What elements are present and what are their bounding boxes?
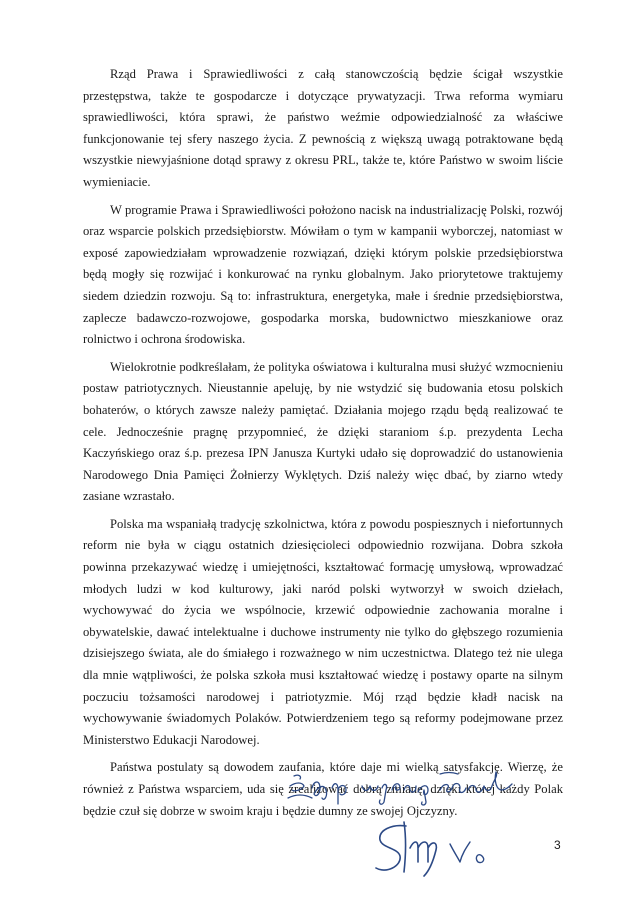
handwritten-signature: [370, 818, 500, 880]
paragraph-postulates: Państwa postulaty są dowodem zaufania, które daje mi wielką satysfakcję. Wierzę, że również z Państwa wsparciem, uda się zrealizować dobrą zmianę, dzięki której każdy Polak będzie czuł się dobrze w swoim kraju i będzie dumny ze swojej Ojczyzny.: [83, 760, 563, 818]
paragraph-justice: Rząd Prawa i Sprawiedliwości z całą stanowczością będzie ścigał wszystkie przestępstwa, także te gospodarcze i dotyczące prywatyzacji. Trwa reforma wymiaru sprawiedliwości, która sprawi, że państwo weźmie odpowiedzialność za właściwe funkcjonowanie tej sfery naszego życia. Z pewnością z większą uwagą potraktowane będą wszystkie niewyjaśnione dotąd sprawy z okresu PRL, także te, które Państwo w swoim liście wymieniacie.: [83, 67, 563, 189]
paragraph-industrialization: W programie Prawa i Sprawiedliwości położono nacisk na industrializację Polski, rozwój oraz wsparcie polskich przedsiębiorstw. Mówiłam o tym w kampanii wyborczej, natomiast w exposé zapowiedziałam wprowadzenie rozwiązań, dzięki którym polskie przedsiębiorstwa będą mogły się rozwijać i konkurować na rynku globalnym. Jako priorytetowe traktujemy siedem dziedzin rozwoju. Są to: infrastruktura, energetyka, małe i średnie przedsiębiorstwa, zaplecze badawczo-rozwojowe, gospodarka morska, budownictwo mieszkaniowe oraz rolnictwo i ochrona środowiska.: [83, 202, 563, 347]
paragraph-patriotic-education: Wielokrotnie podkreślałam, że polityka oświatowa i kulturalna musi służyć wzmocnieniu postaw patriotycznych. Nieustannie apeluję, by nie wstydzić się budowania etosu polskich bohaterów, o których zawsze należy pamiętać. Działania mojego rządu będą realizować te cele. Jednocześnie pragnę przypomnieć, że dzięki staraniom ś.p. prezydenta Lecha Kaczyńskiego oraz ś.p. prezesa IPN Janusza Kurtyki udało się doprowadzić do ustanowienia Narodowego Dnia Pamięci Żołnierzy Wyklętych. Dziś należy więc dbać, by ziarno wtedy zasiane wzrastało.: [83, 359, 563, 504]
letter-body: [83, 64, 563, 828]
paragraph-school-tradition: Polska ma wspaniałą tradycję szkolnictwa, która z powodu pospiesznych i niefortunnych reform nie była w ciągu ostatnich dziesięcioleci odpowiednio rozwijana. Dobra szkoła powinna przekazywać wiedzę i umiejętności, kształtować formację umysłową, wprowadzać młodych ludzi w kod kulturowy, jaki naród polski wytworzył w swoich dziełach, wychowywać do życia we wspólnocie, krzewić odpowiednie zachowania moralne i obywatelskie, dawać intelektualne i duchowe instrumenty nie tylko do głębszego rozumienia dzisiejszego świata, ale do śmiałego i rozważnego w nim uczestnictwa. Dlatego też nie ulega dla mnie wątpliwości, że polska szkoła musi kształtować wiedzę i postawy oparte na silnym poczuciu tożsamości narodowej i patriotyzmie. Mój rząd będzie kładł nacisk na wychowywanie świadomych Polaków. Potwierdzeniem tego są reformy podejmowane przez Ministerstwo Edukacji Narodowej.: [83, 516, 563, 747]
page-number: 3: [554, 838, 561, 852]
